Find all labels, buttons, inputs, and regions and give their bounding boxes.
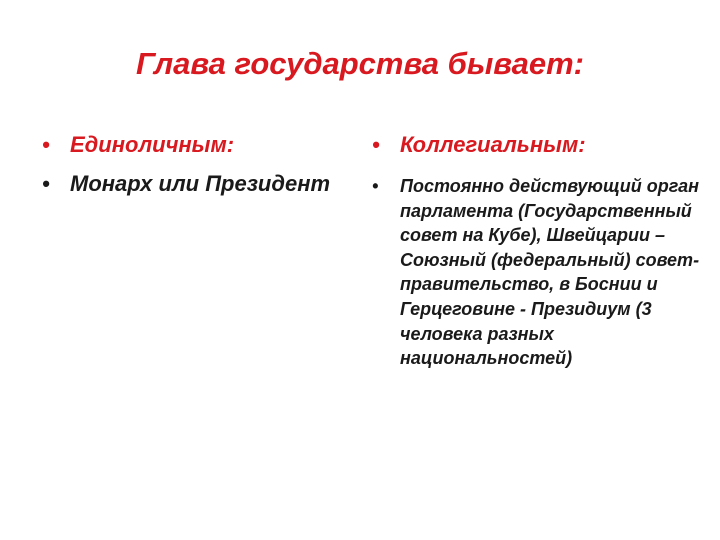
right-column	[372, 130, 702, 371]
bullet-icon: •	[42, 171, 50, 196]
left-heading: Единоличным:	[70, 132, 235, 157]
left-heading-item	[42, 130, 342, 160]
right-text: Постоянно действующий орган парламента (Государственный совет на Кубе), Швейцарии – Союзный (федеральный) совет- правительство, в Боснии и Герцеговине - Президиум (3 человека разных национальностей)	[400, 176, 700, 369]
slide-title: Глава государства бывает:	[136, 46, 584, 81]
bullet-icon: •	[372, 176, 379, 196]
left-text-item	[42, 170, 342, 197]
right-heading-item	[372, 130, 702, 160]
left-column	[42, 130, 342, 197]
left-text: Монарх или Президент	[70, 171, 331, 196]
right-heading: Коллегиальным:	[400, 132, 586, 157]
bullet-icon: •	[372, 132, 380, 157]
right-text-item	[372, 174, 702, 371]
bullet-icon: •	[42, 132, 50, 157]
